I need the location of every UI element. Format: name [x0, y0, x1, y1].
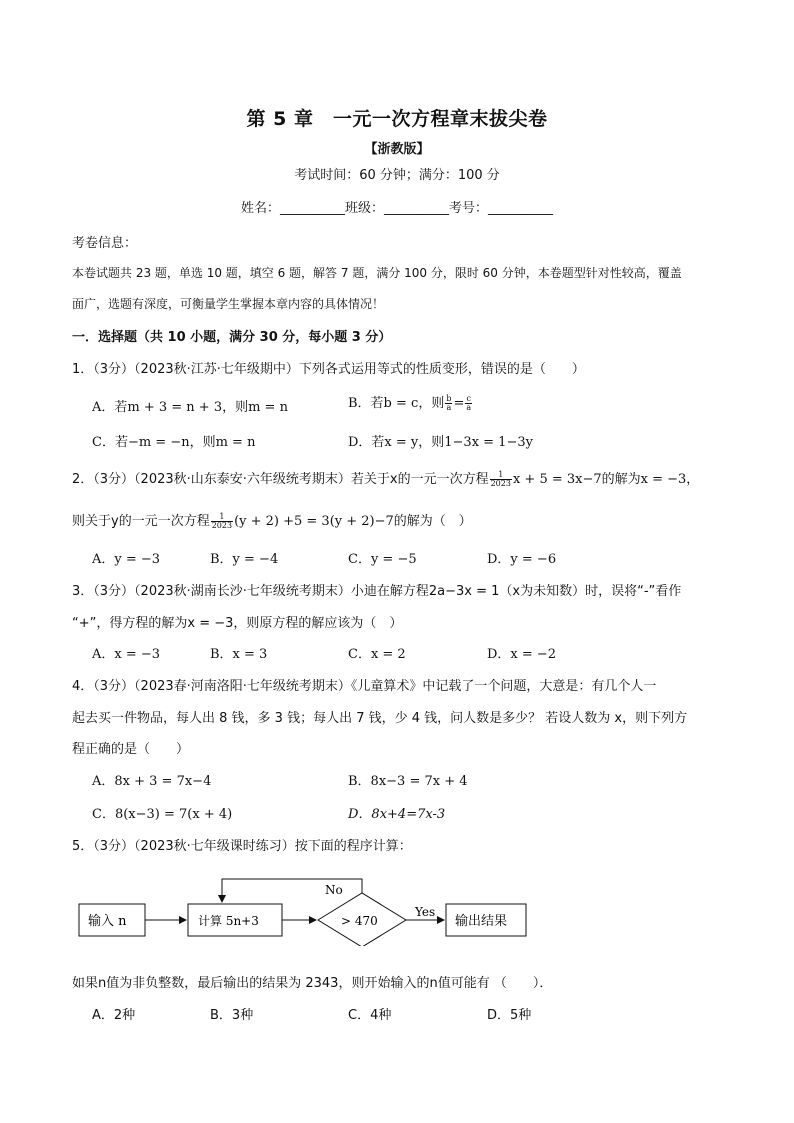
- info-line-2: 面广，选题有深度，可衡量学生掌握本章内容的具体情况！: [72, 297, 385, 311]
- flow-yes-label: Yes: [415, 905, 436, 919]
- exam-time-info: 考试时间：60 分钟；满分：100 分: [294, 168, 500, 183]
- q1-b-fraction-1: $\frac{b}{a}$: [446, 394, 452, 412]
- q2-option-c: C．y = −5: [348, 552, 417, 567]
- q4-stem-line-3: 程正确的是（ ）: [72, 742, 190, 757]
- q5-option-a: A．2种: [92, 1008, 136, 1023]
- section-heading: 一．选择题（共 10 小题，满分 30 分，每小题 3 分）: [72, 330, 392, 345]
- exam-title: 第 5 章 一元一次方程章末拔尖卷: [246, 108, 548, 130]
- q2-option-b: B．y = −4: [210, 552, 279, 567]
- q4-option-b: B．8x−3 = 7x + 4: [348, 774, 468, 789]
- q4-option-d: D．8x+4=7x-3: [348, 807, 446, 822]
- q1-option-a: A．若m + 3 = n + 3，则m = n: [92, 400, 288, 415]
- q5-flowchart: [70, 866, 540, 946]
- q2-stem-line-2: 则关于y的一元一次方程 $\frac{1}{2023}$ (y + 2) +5 = 3(y + 2)−7的解为（ ）: [72, 512, 472, 530]
- q4-option-a: A．8x + 3 = 7x−4: [92, 774, 212, 789]
- flow-input-label: 输入 n: [88, 914, 127, 929]
- info-line-1: 本卷试题共 23 题，单选 10 题，填空 6 题，解答 7 题，满分 100 分，限时 60 分钟，本卷题型针对性较高，覆盖: [72, 266, 682, 280]
- q5-option-c: C．4种: [348, 1008, 392, 1023]
- q3-option-a: A．x = −3: [92, 647, 161, 662]
- q2-stem: 2．（3分）（2023秋·山东泰安·六年级统考期末）若关于x的一元一次方程 $\frac{1}{2023}$ x + 5 = 3x−7的解为x = −3，: [72, 470, 700, 488]
- q3-option-c: C．x = 2: [348, 647, 406, 662]
- flow-no-label: No: [325, 883, 343, 897]
- student-info-line: 姓名：__________班级：__________考号：__________: [240, 201, 553, 216]
- q2-option-a: A．y = −3: [92, 552, 161, 567]
- q3-option-d: D．x = −2: [487, 647, 557, 662]
- q1-option-b-text: B．若b = c，则: [348, 396, 445, 411]
- q5-question: 如果n值为非负整数，最后输出的结果为 2343，则开始输入的n值可能有 （ ）．: [72, 976, 553, 991]
- q3-stem-line-2: “+”，得方程的解为x = −3，则原方程的解应该为（ ）: [72, 616, 403, 631]
- q1-option-c: C．若−m = −n，则m = n: [92, 435, 256, 450]
- q5-option-d: D．5种: [487, 1008, 532, 1023]
- flow-condition-label: > 470: [341, 914, 378, 928]
- q1-option-b: B．若b = c，则 $\frac{b}{a}$ = $\frac{c}{a}$: [348, 394, 472, 412]
- q1-option-d: D．若x = y，则1−3x = 1−3y: [348, 435, 533, 450]
- q2-fraction-2: $\frac{1}{2023}$: [211, 512, 233, 530]
- flow-output-label: 输出结果: [455, 914, 508, 929]
- q4-stem-line-2: 起去买一件物品，每人出 8 钱，多 3 钱；每人出 7 钱，少 4 钱，问人数是多少？ 若设人数为 x，则下列方: [72, 711, 688, 726]
- edition-label: 【浙教版】: [364, 142, 430, 157]
- q3-stem-line-1: 3．（3分）（2023秋·湖南长沙·七年级统考期末）小迪在解方程2a−3x = 1（x为未知数）时，误将“-”看作: [72, 584, 682, 599]
- q1-stem: 1．（3分）（2023秋·江苏·七年级期中）下列各式运用等式的性质变形，错误的是（ ）: [72, 362, 585, 377]
- flow-compute-label: 计算 5n+3: [198, 914, 259, 928]
- q5-stem: 5．（3分）（2023秋·七年级课时练习）按下面的程序计算：: [72, 839, 412, 854]
- info-label: 考卷信息：: [72, 236, 138, 251]
- q1-b-fraction-2: $\frac{c}{a}$: [466, 394, 472, 412]
- q2-option-d: D．y = −6: [487, 552, 557, 567]
- q4-stem-line-1: 4．（3分）（2023春·河南洛阳·七年级统考期末）《儿童算术》中记载了一个问题，大意是：有几个人一: [72, 679, 657, 694]
- q2-fraction: $\frac{1}{2023}$: [490, 470, 511, 488]
- q3-option-b: B．x = 3: [210, 647, 268, 662]
- q5-option-b: B．3种: [210, 1008, 254, 1023]
- q4-option-c: C．8(x−3) = 7(x + 4): [92, 807, 233, 822]
